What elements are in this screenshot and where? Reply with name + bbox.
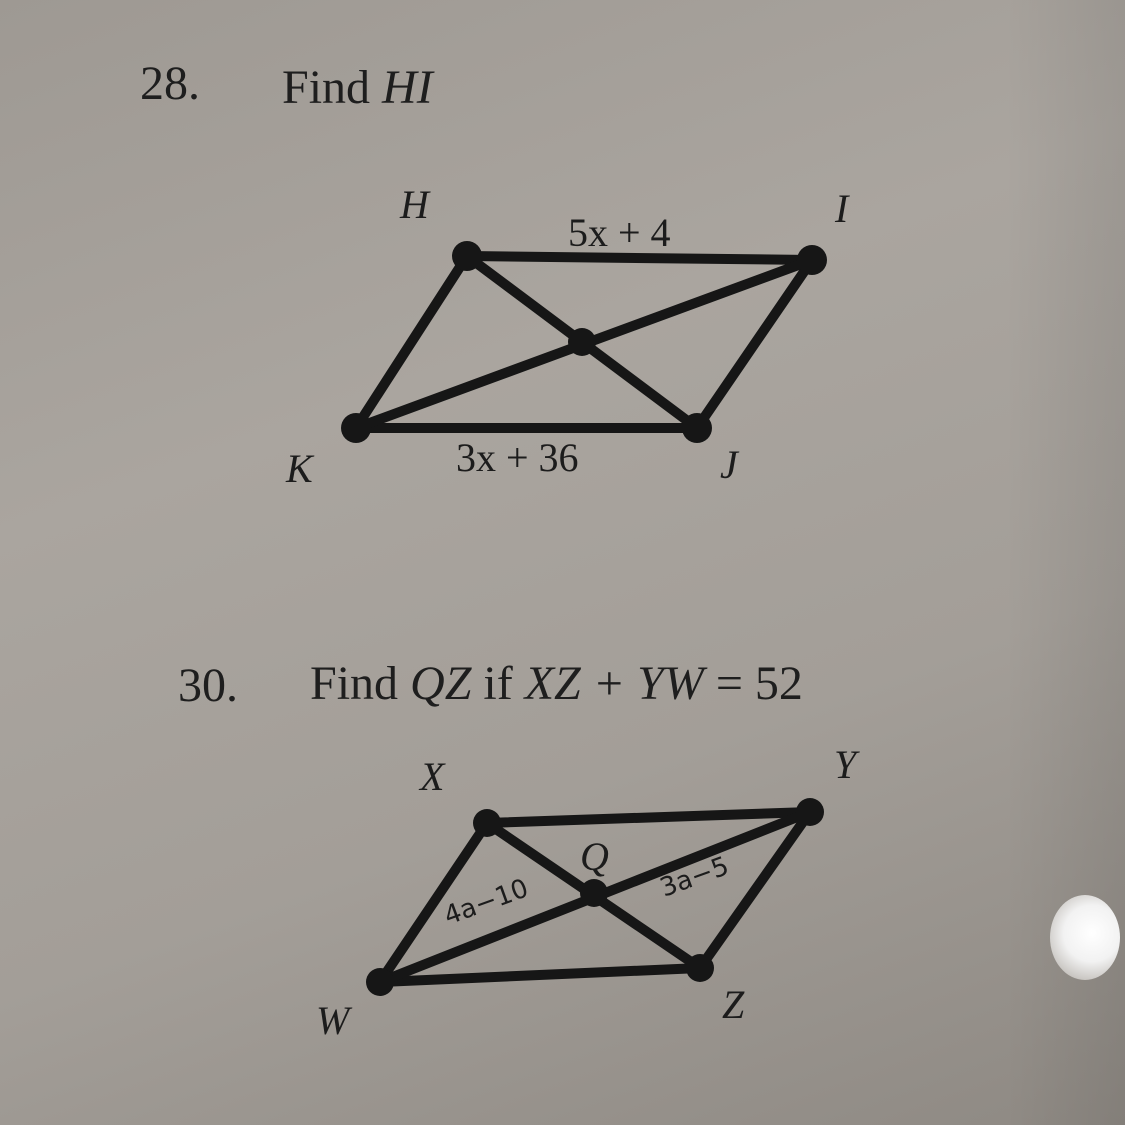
side-hi-expression: 5x + 4 [568,210,671,255]
prompt-if: if [483,657,513,710]
vertex-label-k: K [286,446,313,491]
side-xy [487,812,810,823]
vertex-q-dot [580,879,608,907]
vertex-w-dot [366,968,394,996]
vertex-x-dot [473,809,501,837]
side-hi [467,256,812,260]
vertex-i-dot [797,245,827,275]
prompt-condition: XZ + YW [524,657,704,710]
parallelogram-xyzw [316,742,860,1043]
segment-xq-expression: 4a−10 [440,873,533,932]
vertex-label-w: W [316,998,350,1043]
prompt-verb: Find [310,657,399,710]
vertex-label-h: H [400,182,429,227]
vertex-j-dot [682,413,712,443]
prompt-target: HI [382,61,433,114]
vertex-label-j: J [720,442,738,487]
vertex-label-q: Q [580,834,609,879]
segment-qy-expression: 3a−5 [656,851,733,904]
parallelogram-hijk [285,182,850,491]
vertex-z-dot [686,954,714,982]
vertex-h-dot [452,241,482,271]
side-kh [356,256,467,428]
diagonal-intersection-dot [568,328,596,356]
side-zw [380,968,700,982]
vertex-label-z: Z [722,982,745,1027]
problem-28-number: 28. [140,57,200,110]
prompt-equals: = 52 [715,657,803,710]
side-kj-expression: 3x + 36 [456,435,579,480]
prompt-target: QZ [410,657,472,710]
vertex-label-y: Y [834,742,857,787]
vertex-label-x: X [420,754,445,799]
problem-30-number: 30. [178,659,238,712]
vertex-k-dot [341,413,371,443]
prompt-verb: Find [282,61,371,114]
vertex-y-dot [796,798,824,826]
vertex-label-i: I [835,186,849,231]
